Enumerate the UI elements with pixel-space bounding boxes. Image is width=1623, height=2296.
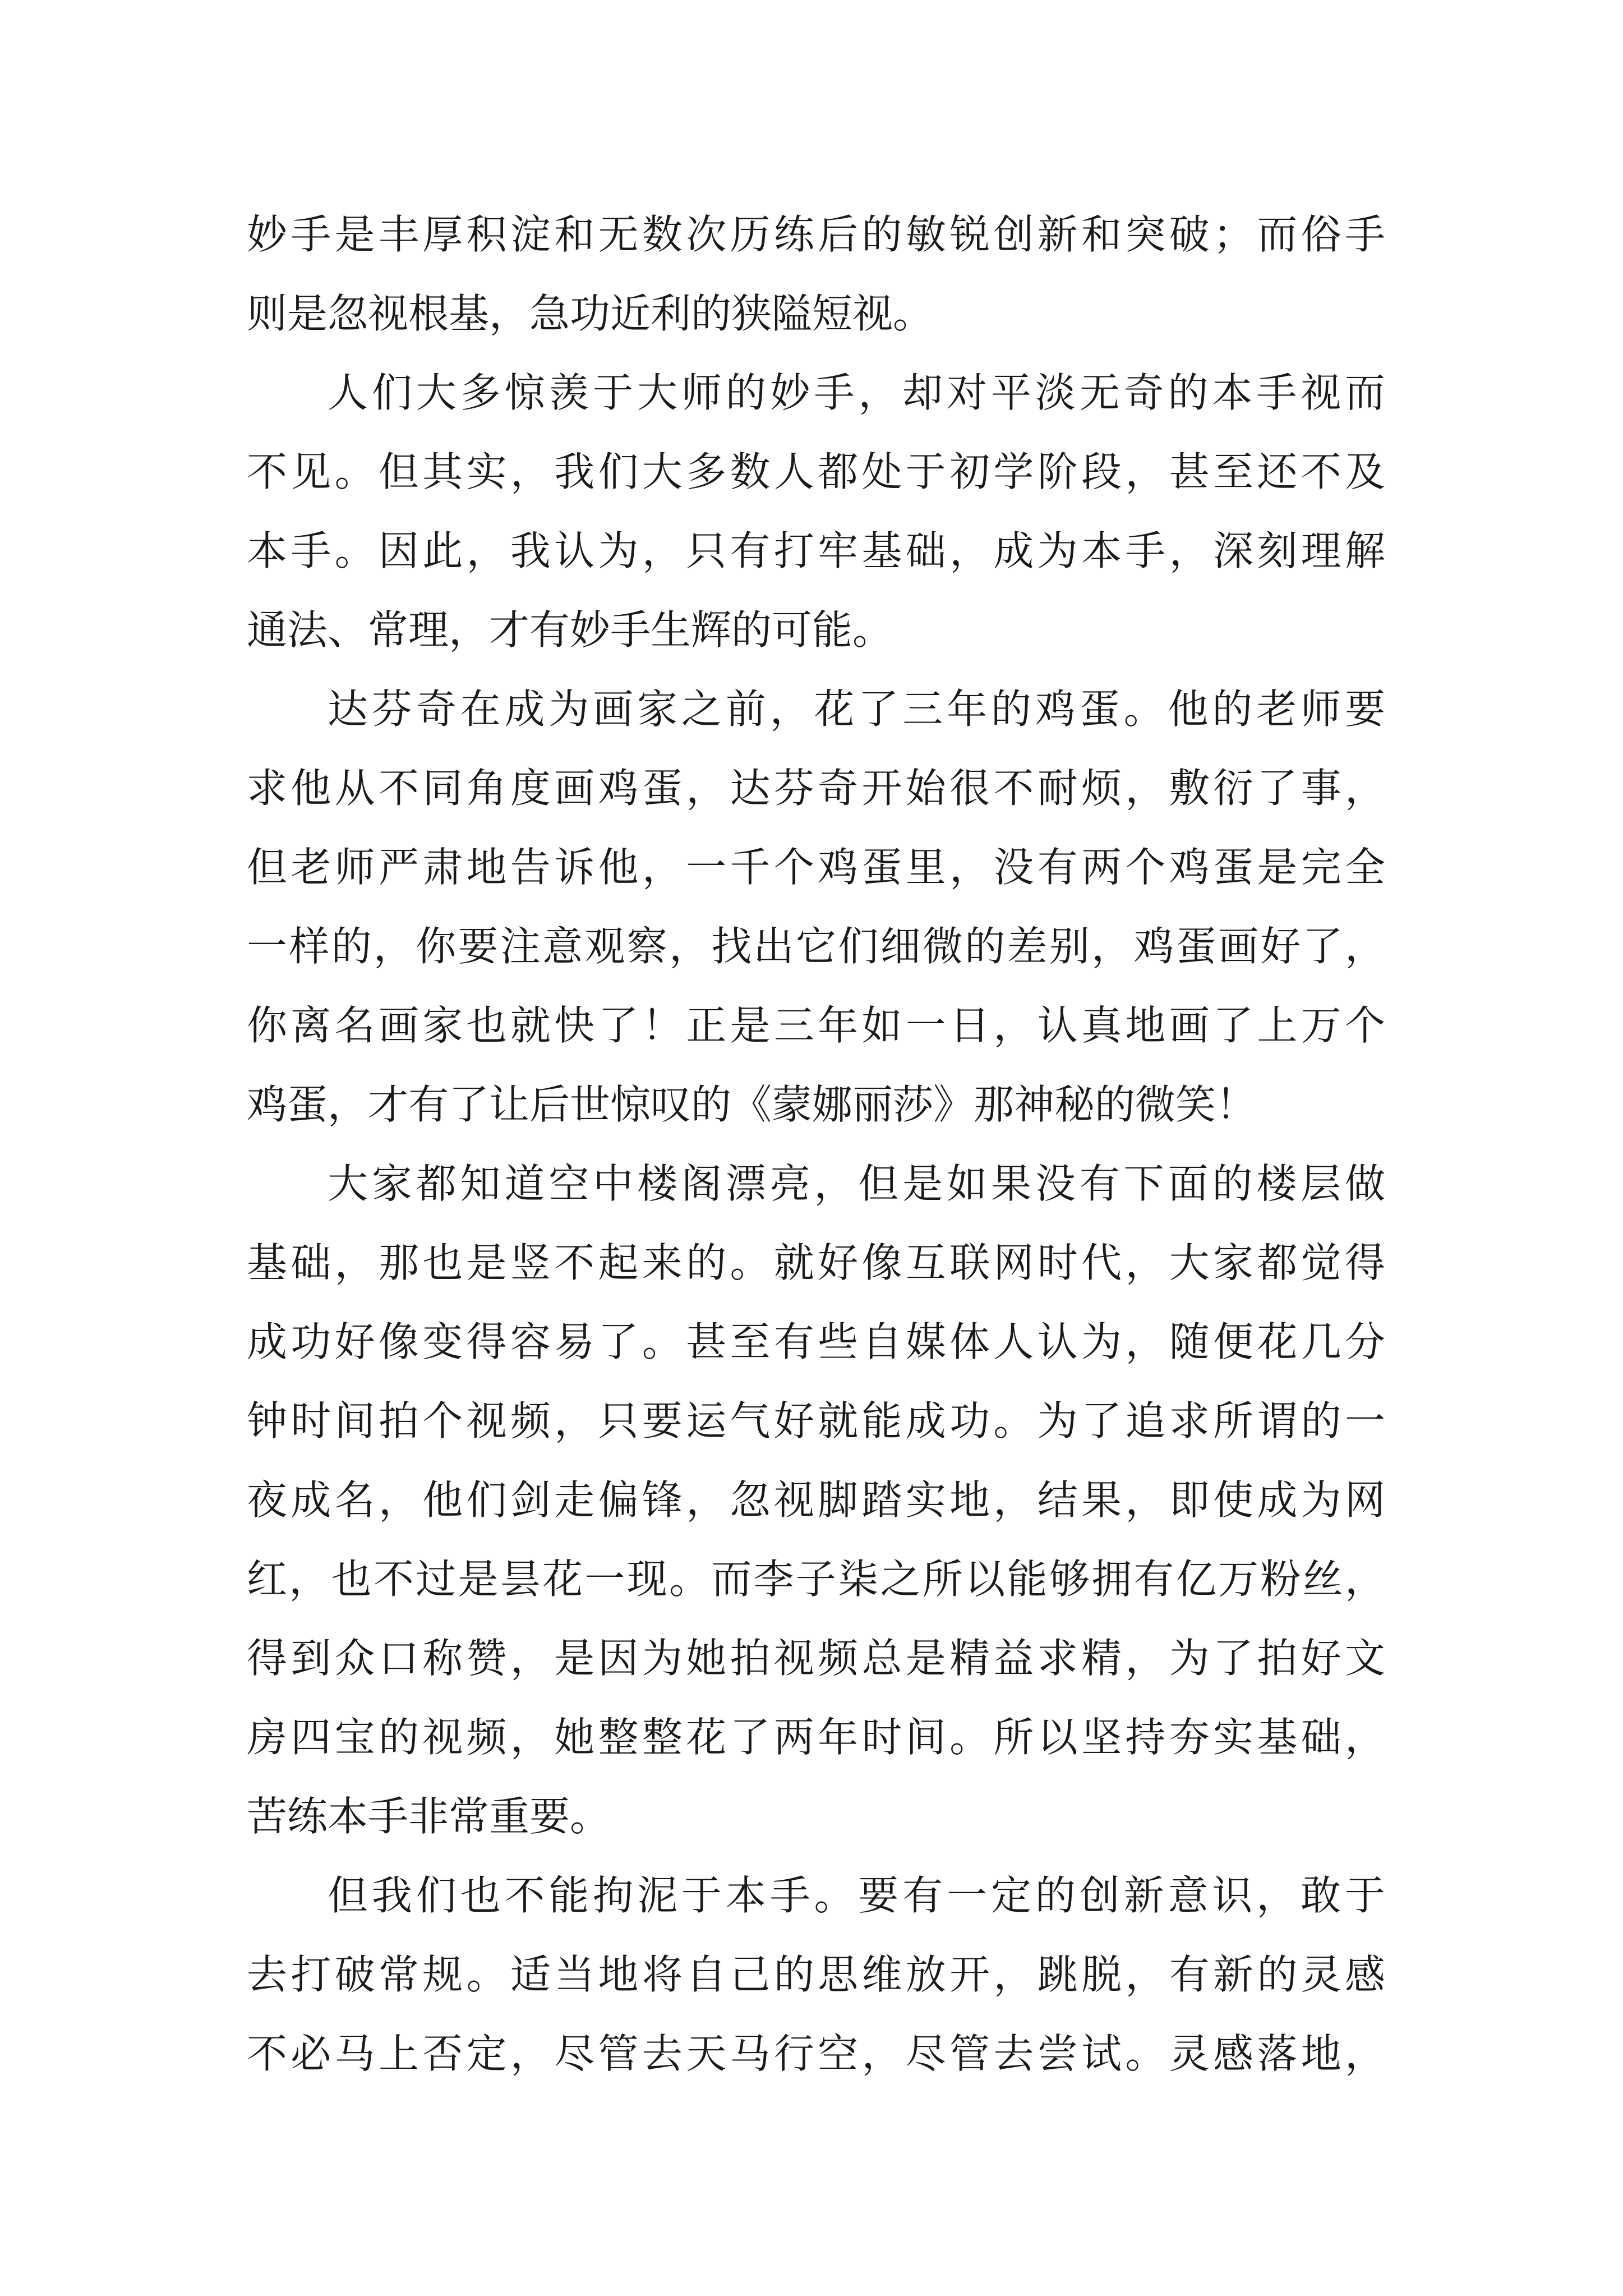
paragraph xyxy=(247,353,1385,670)
text-line: 但我们也不能拘泥于本手。要有一定的创新意识，敢于 xyxy=(328,1872,1385,1919)
text-line: 人们大多惊羡于大师的妙手，却对平淡无奇的本手视而 xyxy=(328,369,1385,416)
text-line: 一样的，你要注意观察，找出它们细微的差别，鸡蛋画好了， xyxy=(247,923,1385,970)
text-line: 妙手是丰厚积淀和无数次历练后的敏锐创新和突破；而俗手 xyxy=(247,211,1385,258)
text-line: 但老师严肃地告诉他，一千个鸡蛋里，没有两个鸡蛋是完全 xyxy=(247,844,1385,891)
text-line: 达芬奇在成为画家之前，花了三年的鸡蛋。他的老师要 xyxy=(328,685,1385,733)
text-line: 房四宝的视频，她整整花了两年时间。所以坚持夯实基础， xyxy=(247,1714,1385,1761)
text-line: 夜成名，他们剑走偏锋，忽视脚踏实地，结果，即使成为网 xyxy=(247,1476,1385,1524)
text-line: 则是忽视根基，急功近利的狭隘短视。 xyxy=(247,290,934,337)
paragraph xyxy=(247,1144,1385,1856)
text-line: 成功好像变得容易了。甚至有些自媒体人认为，随便花几分 xyxy=(247,1318,1385,1365)
text-line: 鸡蛋，才有了让后世惊叹的《蒙娜丽莎》那神秘的微笑！ xyxy=(247,1081,1257,1128)
text-line: 钟时间拍个视频，只要运气好就能成功。为了追求所谓的一 xyxy=(247,1397,1385,1444)
text-line: 不必马上否定，尽管去天马行空，尽管去尝试。灵感落地， xyxy=(247,2030,1385,2077)
paragraph xyxy=(247,195,1385,353)
text-line: 得到众口称赞，是因为她拍视频总是精益求精，为了拍好文 xyxy=(247,1635,1385,1682)
text-line: 红，也不过是昙花一现。而李子柒之所以能够拥有亿万粉丝， xyxy=(247,1556,1385,1603)
text-line: 去打破常规。适当地将自己的思维放开，跳脱，有新的灵感 xyxy=(247,1951,1385,1998)
text-line: 苦练本手非常重要。 xyxy=(247,1793,611,1840)
text-line: 大家都知道空中楼阁漂亮，但是如果没有下面的楼层做 xyxy=(328,1160,1385,1207)
text-line: 求他从不同角度画鸡蛋，达芬奇开始很不耐烦，敷衍了事， xyxy=(247,765,1385,812)
document-body xyxy=(247,195,1385,2093)
paragraph xyxy=(247,670,1385,1144)
paragraph xyxy=(247,1856,1385,2093)
text-line: 基础，那也是竖不起来的。就好像互联网时代，大家都觉得 xyxy=(247,1239,1385,1286)
text-line: 不见。但其实，我们大多数人都处于初学阶段，甚至还不及 xyxy=(247,448,1385,495)
text-line: 本手。因此，我认为，只有打牢基础，成为本手，深刻理解 xyxy=(247,527,1385,574)
text-line: 你离名画家也就快了！正是三年如一日，认真地画了上万个 xyxy=(247,1002,1385,1049)
text-line: 通法、常理，才有妙手生辉的可能。 xyxy=(247,606,893,654)
